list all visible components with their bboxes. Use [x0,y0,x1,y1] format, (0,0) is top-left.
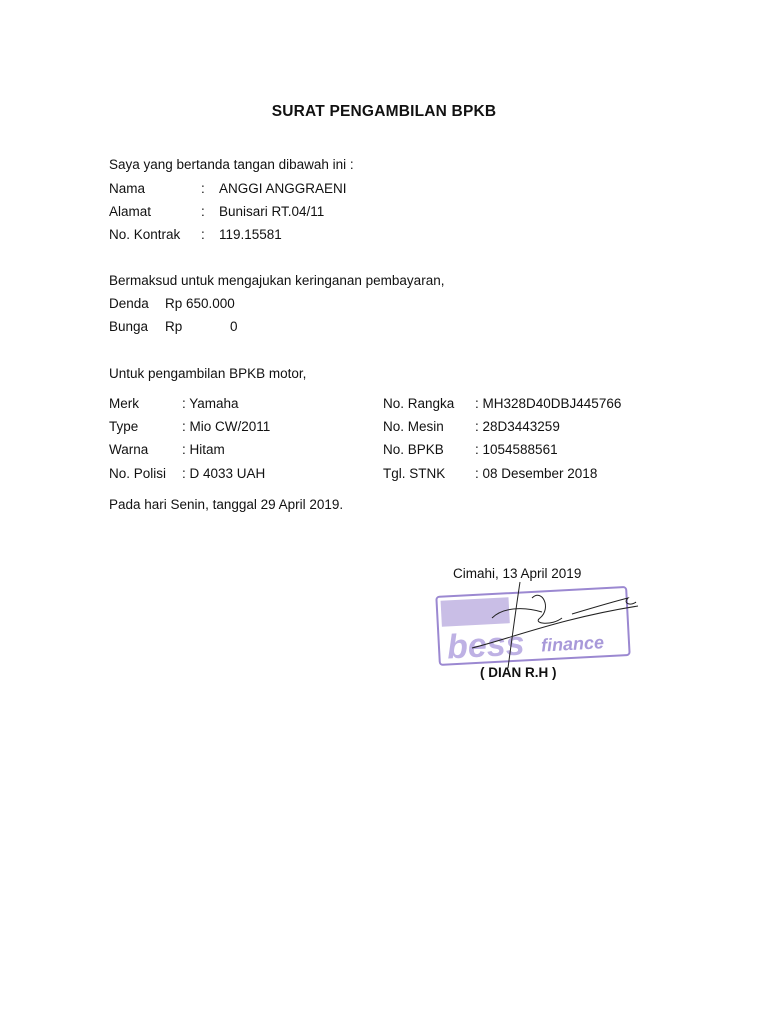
identity-name-label: Nama [109,181,146,196]
vehicle-engine-label: No. Mesin [383,419,444,434]
fee-interest-label: Bunga [109,319,149,334]
vehicle-color-value: : Hitam [182,442,225,457]
vehicle-plate-label: No. Polisi [109,466,167,481]
document-title: SURAT PENGAMBILAN BPKB [271,103,497,120]
fee-interest-currency: Rp [165,319,183,334]
identity-address-label: Alamat [109,204,152,219]
identity-contract-label: No. Kontrak [109,227,181,242]
identity-contract-sep: : [201,227,205,242]
schedule-text: Pada hari Senin, tanggal 29 April 2019. [109,497,344,512]
vehicle-bpkb-label: No. BPKB [383,442,444,457]
vehicle-intro-text: Untuk pengambilan BPKB motor, [109,366,307,381]
vehicle-frame-value: : MH328D40DBJ445766 [475,396,622,411]
fee-fine-amount: Rp 650.000 [165,296,235,311]
vehicle-bpkb-value: : 1054588561 [475,442,558,457]
stamp-suffix: finance [540,632,605,656]
fee-interest-amount: 0 [230,319,238,334]
vehicle-frame-label: No. Rangka [383,396,455,411]
vehicle-plate-value: : D 4033 UAH [182,466,266,481]
identity-address-sep: : [201,204,205,219]
vehicle-color-label: Warna [109,442,149,457]
company-stamp [432,578,648,670]
purpose-text: Bermaksud untuk mengajukan keringanan pembayaran, [109,273,445,288]
vehicle-stnk-label: Tgl. STNK [383,466,446,481]
intro-text: Saya yang bertanda tangan dibawah ini : [109,157,354,172]
fee-fine-label: Denda [109,296,149,311]
vehicle-brand-label: Merk [109,396,139,411]
identity-name-value: ANGGI ANGGRAENI [219,181,347,196]
identity-name-sep: : [201,181,205,196]
signatory-name: ( DIAN R.H ) [480,665,557,680]
identity-contract-value: 119.15581 [219,227,282,242]
vehicle-type-label: Type [109,419,139,434]
vehicle-brand-value: : Yamaha [182,396,239,411]
place-date: Cimahi, 13 April 2019 [453,566,582,581]
vehicle-stnk-value: : 08 Desember 2018 [475,466,598,481]
vehicle-engine-value: : 28D3443259 [475,419,560,434]
identity-address-value: Bunisari RT.04/11 [219,204,325,219]
vehicle-type-value: : Mio CW/2011 [182,419,271,434]
stamp-brand: bess [446,624,526,667]
